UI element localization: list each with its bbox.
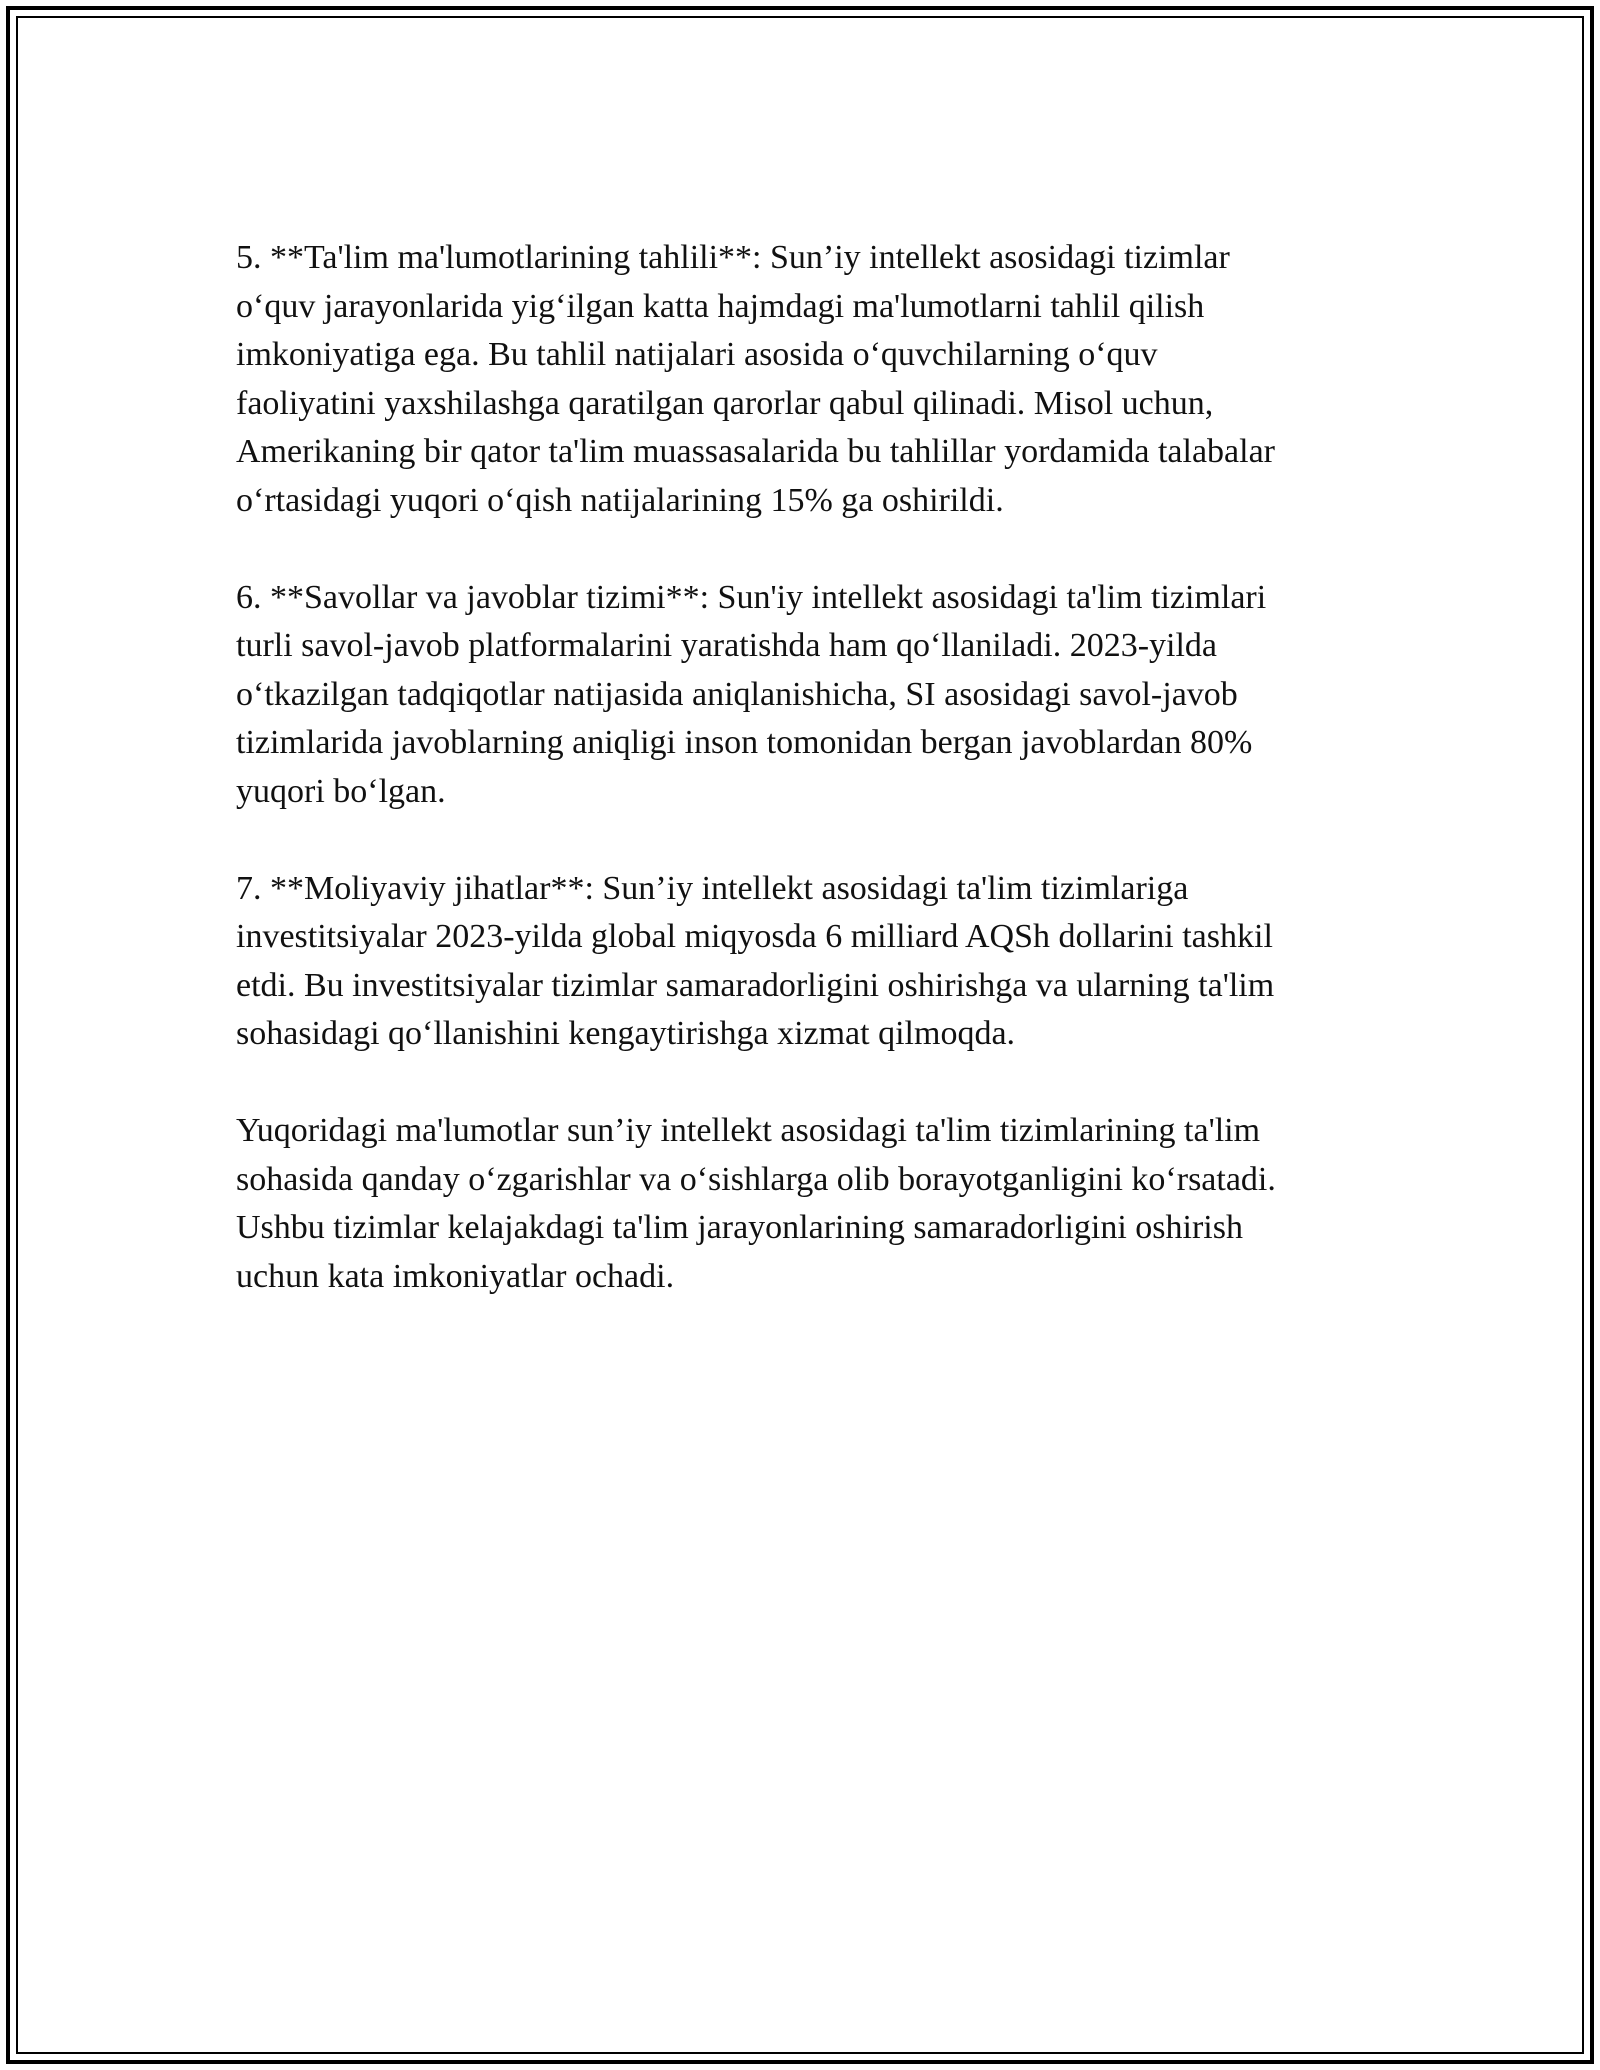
text-line: sohasida qanday o‘zgarishlar va o‘sishlarga olib borayotganligini ko‘rsatadi. [236,1160,1276,1198]
text-line: uchun kata imkoniyatlar ochadi. [236,1257,675,1295]
text-line: investitsiyalar 2023-yilda global miqyosda 6 milliard AQSh dollarini tashkil [236,918,1273,955]
paragraph-data-analysis [236,234,1376,525]
text-line: o‘rtasidagi yuqori o‘qish natijalarining 15% ga oshirildi. [236,481,1004,519]
text-line: yuqori bo‘lgan. [236,772,446,810]
text-line: sohasidagi qo‘llanishini kengaytirishga xizmat qilmoqda. [236,1015,1016,1052]
paragraph-conclusion [236,1107,1376,1301]
text-line: faoliyatini yaxshilashga qaratilgan qarorlar qabul qilinadi. Misol uchun, [236,384,1214,422]
text-line: turli savol-javob platformalarini yaratishda ham qo‘llaniladi. 2023-yilda [236,627,1218,664]
text-line: 6. **Savollar va javoblar tizimi**: Sun'iy intellekt asosidagi ta'lim tizimlari [236,578,1267,616]
paragraph-financial-aspects [236,865,1376,1059]
text-line: 5. **Ta'lim ma'lumotlarining tahlili**: Sun’iy intellekt asosidagi tizimlar [236,239,1230,276]
document-body [236,234,1376,1350]
text-line: imkoniyatiga ega. Bu tahlil natijalari asosida o‘quvchilarning o‘quv [236,336,1158,373]
text-line: o‘tkazilgan tadqiqotlar natijasida aniqlanishicha, SI asosidagi savol-javob [236,675,1238,713]
text-line: o‘quv jarayonlarida yig‘ilgan katta hajmdagi ma'lumotlarni tahlil qilish [236,287,1205,325]
text-line: etdi. Bu investitsiyalar tizimlar samaradorligini oshirishga va ularning ta'lim [236,966,1275,1004]
text-line: 7. **Moliyaviy jihatlar**: Sun’iy intellekt asosidagi ta'lim tizimlariga [236,869,1189,907]
text-line: tizimlarida javoblarning aniqligi inson tomonidan bergan javoblardan 80% [236,724,1253,761]
text-line: Ushbu tizimlar kelajakdagi ta'lim jarayonlarining samaradorligini oshirish [236,1209,1243,1246]
text-line: Yuqoridagi ma'lumotlar sun’iy intellekt asosidagi ta'lim tizimlarining ta'lim [236,1112,1261,1149]
text-line: Amerikaning bir qator ta'lim muassasalarida bu tahlillar yordamida talabalar [236,433,1275,470]
paragraph-qa-systems [236,574,1376,817]
